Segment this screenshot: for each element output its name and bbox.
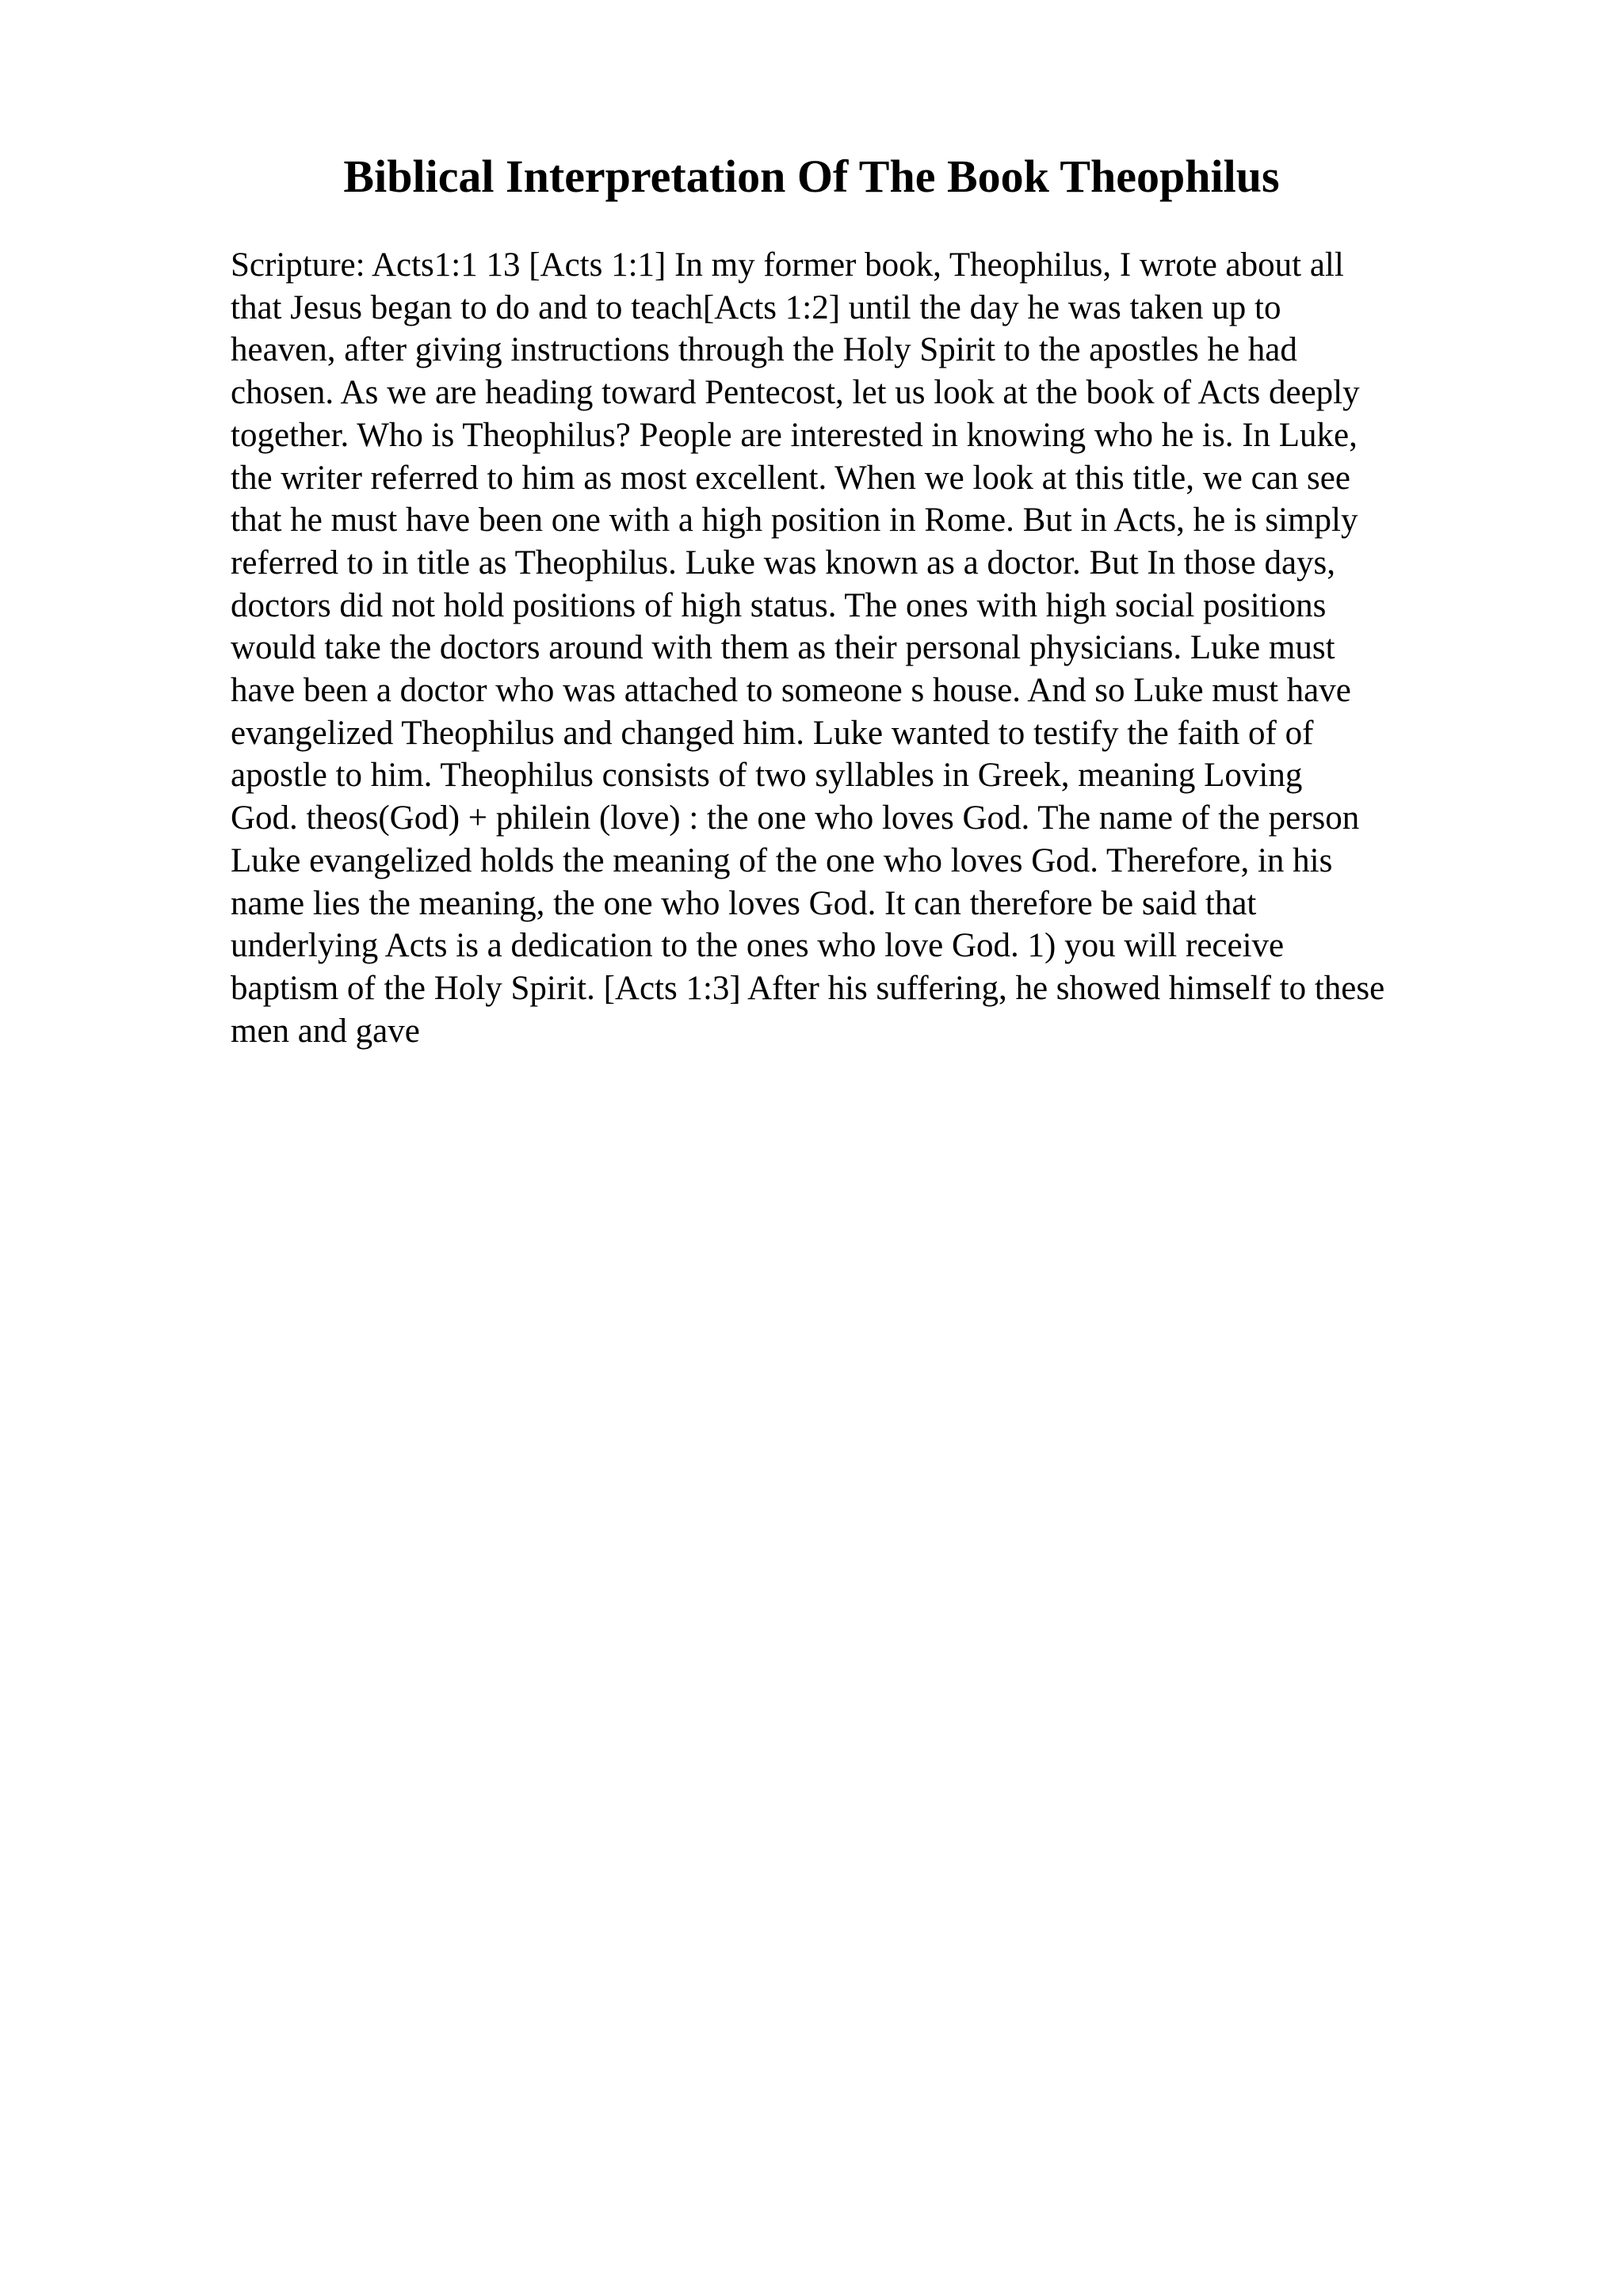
body-line: baptism of the Holy Spirit. [Acts 1:3] After his suffering, he showed himself to these [231,969,1385,1007]
body-line: that Jesus began to do and to teach[Acts 1:2] until the day he was taken up to [231,288,1281,326]
document-title: Biblical Interpretation Of The Book Theophilus [343,151,1280,202]
body-line: God. theos(God) + philein (love) : the one who loves God. The name of the person [231,799,1360,837]
body-line: that he must have been one with a high position in Rome. But in Acts, he is simply [231,502,1358,540]
body-line: together. Who is Theophilus? People are interested in knowing who he is. In Luke, [231,416,1358,454]
body-line: men and gave [231,1012,420,1050]
body-line: would take the doctors around with them as their personal physicians. Luke must [231,629,1335,667]
body-line: referred to in title as Theophilus. Luke was known as a doctor. But In those days, [231,543,1336,582]
body-line: heaven, after giving instructions through the Holy Spirit to the apostles he had [231,331,1297,369]
body-line: the writer referred to him as most excellent. When we look at this title, we can see [231,459,1350,497]
body-line: doctors did not hold positions of high status. The ones with high social positions [231,586,1327,624]
body-line: name lies the meaning, the one who loves God. It can therefore be said that [231,884,1257,922]
body-line: underlying Acts is a dedication to the ones who love God. 1) you will receive [231,927,1285,965]
body-line: Luke evangelized holds the meaning of the one who loves God. Therefore, in his [231,841,1333,879]
document-body [231,244,1499,1052]
body-line: evangelized Theophilus and changed him. Luke wanted to testify the faith of of [231,714,1314,752]
body-line: apostle to him. Theophilus consists of two syllables in Greek, meaning Loving [231,757,1303,795]
body-line: Scripture: Acts1:1 13 [Acts 1:1] In my former book, Theophilus, I wrote about all [231,246,1344,284]
body-line: have been a doctor who was attached to someone s house. And so Luke must have [231,672,1351,710]
body-line: chosen. As we are heading toward Pentecost, let us look at the book of Acts deeply [231,374,1360,412]
